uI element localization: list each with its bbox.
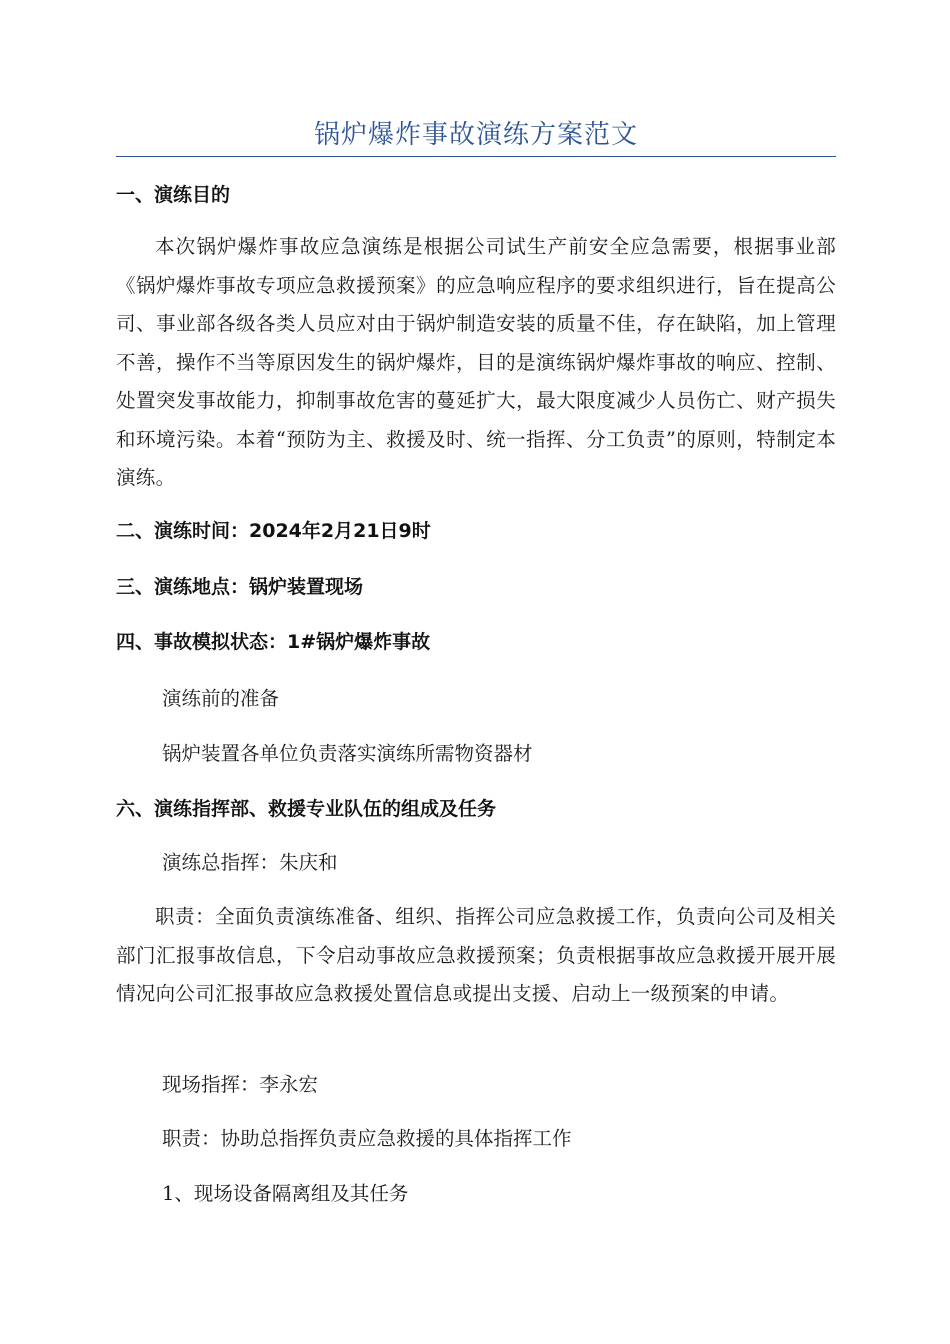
section-heading-location: 三、演练地点：锅炉装置现场 [116, 576, 364, 598]
prep-line: 演练前的准备 [162, 687, 280, 710]
team1-heading-line: 1、现场设备隔离组及其任务 [162, 1182, 409, 1205]
chief-commander-line: 演练总指挥：朱庆和 [162, 851, 338, 874]
purpose-paragraph: 本次锅炉爆炸事故应急演练是根据公司试生产前安全应急需要，根据事业部《锅炉爆炸事故专项应急救援预案》的应急响应程序的要求组织进行，旨在提高公司、事业部各级各类人员应对由于锅炉制造安装的质量不佳，存在缺陷，加上管理不善，操作不当等原因发生的锅炉爆炸，目的是演练锅炉爆炸事故的响应、控制、处置突发事故能力，抑制事故危害的蔓延扩大，最大限度减少人员伤亡、财产损失和环境污染。本着“预防为主、救援及时、统一指挥、分工负责”的原则，特制定本演练。 [116, 235, 836, 489]
section-heading-scenario: 四、事故模拟状态：1#锅炉爆炸事故 [116, 631, 431, 653]
section-heading-time: 二、演练时间：2024年2月21日9时 [116, 520, 431, 542]
site-duty-line: 职责：协助总指挥负责应急救援的具体指挥工作 [162, 1127, 572, 1150]
document-title: 锅炉爆炸事故演练方案范文 [313, 120, 638, 150]
prep-detail-line: 锅炉装置各单位负责落实演练所需物资器材 [162, 742, 533, 765]
section-heading-command: 六、演练指挥部、救援专业队伍的组成及任务 [116, 798, 497, 820]
section-heading-purpose: 一、演练目的 [116, 184, 231, 206]
chief-duty-paragraph: 职责：全面负责演练准备、组织、指挥公司应急救援工作，负责向公司及相关部门汇报事故信息，下令启动事故应急救援预案；负责根据事故应急救援开展开展情况向公司汇报事故应急救援处置信息或提出支援、启动上一级预案的申请。 [116, 905, 836, 1005]
title-divider [116, 156, 836, 157]
site-commander-line: 现场指挥：李永宏 [162, 1073, 319, 1096]
document-page [116, 0, 836, 1205]
